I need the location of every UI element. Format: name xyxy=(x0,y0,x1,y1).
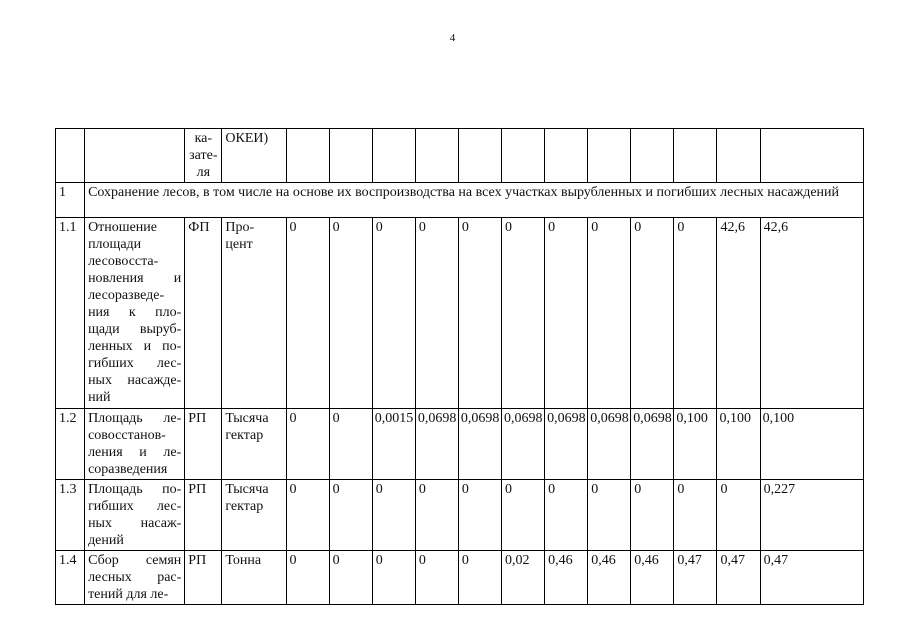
header-cell xyxy=(372,129,415,183)
value-cell: 0 xyxy=(372,551,415,605)
unit-line: Тонна xyxy=(225,553,262,568)
indicator-name-line: совосстанов- xyxy=(88,428,166,443)
value-cell: 0 xyxy=(631,480,674,551)
header-text: зате- xyxy=(189,148,218,163)
table-row xyxy=(56,409,864,480)
value-cell: 0 xyxy=(458,551,501,605)
value-cell: 0 xyxy=(372,218,415,409)
indicators-table xyxy=(55,128,864,605)
value-cell: 0 xyxy=(502,218,545,409)
row-number: 1.2 xyxy=(56,409,85,480)
header-continuation-row xyxy=(56,129,864,183)
indicator-name xyxy=(85,551,185,605)
unit-line: гектар xyxy=(225,428,264,443)
value-cell: 0,46 xyxy=(588,551,631,605)
indicator-name-line: ных насажде- xyxy=(88,373,182,388)
value-cell: 0 xyxy=(631,218,674,409)
value-cell: 0 xyxy=(329,409,372,480)
value-cell: 0,100 xyxy=(760,409,863,480)
value-cell: 0 xyxy=(329,218,372,409)
indicator-type: РП xyxy=(185,409,222,480)
indicator-name-line: лесоразведе- xyxy=(88,288,165,303)
value-cell: 0 xyxy=(415,218,458,409)
value-cell: 0 xyxy=(458,480,501,551)
header-cell xyxy=(415,129,458,183)
indicator-name-line: щади выруб- xyxy=(88,322,182,337)
indicator-name-line: ления и ле- xyxy=(88,445,182,460)
value-cell: 0 xyxy=(545,480,588,551)
value-cell: 0,46 xyxy=(545,551,588,605)
value-cell: 0 xyxy=(674,480,717,551)
value-cell: 0 xyxy=(458,218,501,409)
header-cell xyxy=(717,129,760,183)
indicator-name-line: гибших лес- xyxy=(88,499,182,514)
indicator-name-line: лесных рас- xyxy=(88,570,182,585)
value-cell: 0,0698 xyxy=(458,409,501,480)
header-cell xyxy=(545,129,588,183)
value-cell: 0,47 xyxy=(760,551,863,605)
table-row xyxy=(56,551,864,605)
value-cell: 42,6 xyxy=(760,218,863,409)
indicator-name-line: Отношение xyxy=(88,220,157,235)
row-number: 1.4 xyxy=(56,551,85,605)
header-cell xyxy=(85,129,185,183)
row-number: 1.1 xyxy=(56,218,85,409)
unit-line: Тысяча xyxy=(225,411,269,426)
indicator-type: РП xyxy=(185,551,222,605)
value-cell: 0 xyxy=(286,218,329,409)
header-cell xyxy=(760,129,863,183)
value-cell: 0,0698 xyxy=(415,409,458,480)
value-cell: 0,0698 xyxy=(545,409,588,480)
unit-of-measure xyxy=(222,551,286,605)
indicator-name-line: ленных и по- xyxy=(88,339,182,354)
value-cell: 0,0015 xyxy=(372,409,415,480)
section-row xyxy=(56,183,864,218)
value-cell: 0,0698 xyxy=(631,409,674,480)
value-cell: 0,100 xyxy=(717,409,760,480)
value-cell: 0,02 xyxy=(502,551,545,605)
header-cell xyxy=(329,129,372,183)
indicator-name-line: дений xyxy=(88,533,124,548)
section-title: Сохранение лесов, в том числе на основе их воспроизводства на всех участках вырубленных и погибших лесных насаждений xyxy=(85,183,864,218)
value-cell: 0 xyxy=(717,480,760,551)
indicator-name-line: площади xyxy=(88,237,142,252)
table-row xyxy=(56,480,864,551)
value-cell: 0 xyxy=(415,480,458,551)
indicator-name xyxy=(85,409,185,480)
value-cell: 0 xyxy=(588,218,631,409)
indicator-name-line: ний xyxy=(88,390,111,405)
value-cell: 0 xyxy=(286,551,329,605)
unit-line: цент xyxy=(225,237,253,252)
indicator-name-line: Площадь по- xyxy=(88,482,182,497)
indicator-name-line: тений для ле- xyxy=(88,587,169,602)
value-cell: 0,47 xyxy=(674,551,717,605)
indicator-name xyxy=(85,480,185,551)
page-number: 4 xyxy=(449,32,456,44)
indicator-type: РП xyxy=(185,480,222,551)
indicator-name-line: гибших лес- xyxy=(88,356,182,371)
value-cell: 0 xyxy=(545,218,588,409)
indicator-name-line: лесовосста- xyxy=(88,254,159,269)
value-cell: 0,227 xyxy=(760,480,863,551)
header-cell xyxy=(631,129,674,183)
header-cell xyxy=(588,129,631,183)
header-text: ля xyxy=(196,165,211,180)
indicator-name-line: ных насаж- xyxy=(88,516,182,531)
header-cell xyxy=(674,129,717,183)
indicator-name-line: ния к пло- xyxy=(88,305,182,320)
indicator-type: ФП xyxy=(185,218,222,409)
header-cell xyxy=(502,129,545,183)
indicator-name-line: Площадь ле- xyxy=(88,411,182,426)
value-cell: 0 xyxy=(588,480,631,551)
value-cell: 0 xyxy=(415,551,458,605)
unit-line: Тысяча xyxy=(225,482,269,497)
value-cell: 0,0698 xyxy=(502,409,545,480)
value-cell: 0 xyxy=(329,480,372,551)
unit-of-measure xyxy=(222,409,286,480)
indicator-name-line: новления и xyxy=(88,271,182,286)
unit-line: гектар xyxy=(225,499,264,514)
value-cell: 0 xyxy=(372,480,415,551)
unit-of-measure xyxy=(222,218,286,409)
table-row xyxy=(56,218,864,409)
value-cell: 0,0698 xyxy=(588,409,631,480)
value-cell: 42,6 xyxy=(717,218,760,409)
value-cell: 0 xyxy=(674,218,717,409)
indicator-name-line: соразведения xyxy=(88,462,168,477)
value-cell: 0 xyxy=(329,551,372,605)
unit-line: Про- xyxy=(225,220,255,235)
header-text: ка- xyxy=(194,131,213,146)
row-number: 1.3 xyxy=(56,480,85,551)
value-cell: 0 xyxy=(286,480,329,551)
value-cell: 0,46 xyxy=(631,551,674,605)
header-cell-indicator-type xyxy=(185,129,222,183)
section-number: 1 xyxy=(56,183,85,218)
indicator-name-line: Сбор семян xyxy=(88,553,182,568)
header-cell xyxy=(286,129,329,183)
value-cell: 0,100 xyxy=(674,409,717,480)
indicator-name xyxy=(85,218,185,409)
header-cell xyxy=(56,129,85,183)
value-cell: 0,47 xyxy=(717,551,760,605)
unit-of-measure xyxy=(222,480,286,551)
value-cell: 0 xyxy=(502,480,545,551)
value-cell: 0 xyxy=(286,409,329,480)
header-cell xyxy=(458,129,501,183)
header-cell-unit: ОКЕИ) xyxy=(222,129,286,183)
